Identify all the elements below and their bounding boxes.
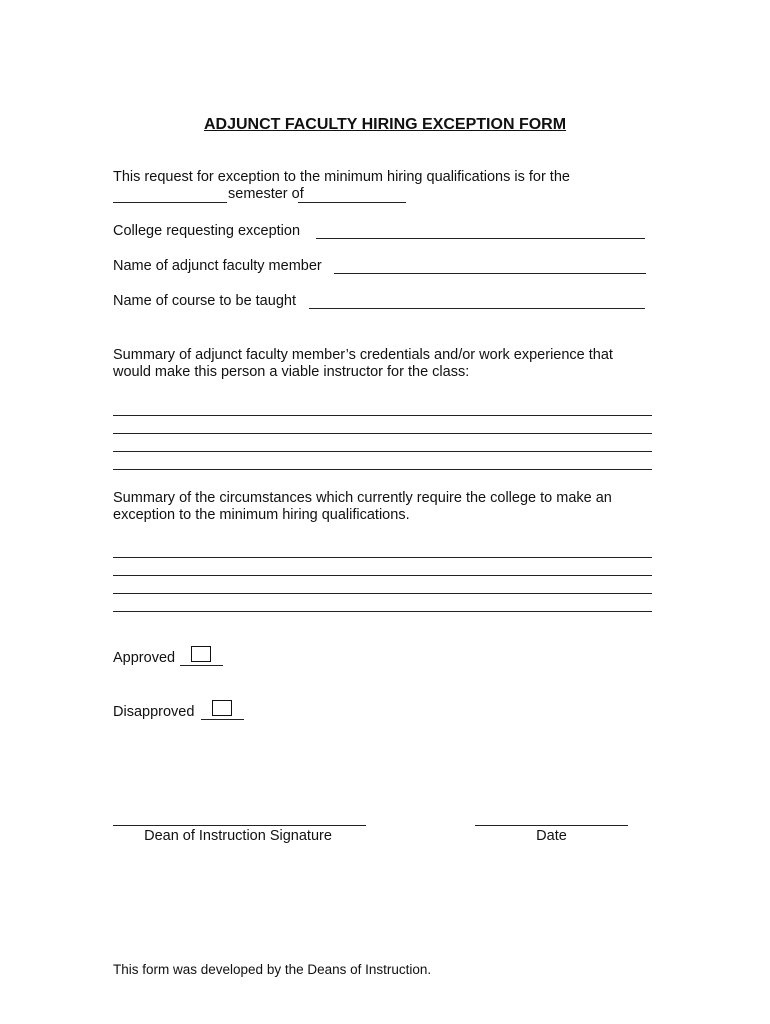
circumstances-prompt-line1: Summary of the circumstances which currently require the college to make an: [113, 490, 612, 506]
circumstances-line-2[interactable]: [113, 575, 652, 576]
adjunct-name-label: Name of adjunct faculty member: [113, 258, 322, 274]
course-field[interactable]: [309, 308, 645, 309]
credentials-line-1[interactable]: [113, 415, 652, 416]
circumstances-line-1[interactable]: [113, 557, 652, 558]
disapproved-label: Disapproved: [113, 704, 195, 720]
disapproved-checkbox[interactable]: [212, 700, 232, 716]
dean-signature-label: Dean of Instruction Signature: [144, 828, 332, 844]
credentials-prompt-line1: Summary of adjunct faculty member’s credentials and/or work experience that: [113, 347, 613, 363]
college-field[interactable]: [316, 238, 645, 239]
form-title: ADJUNCT FACULTY HIRING EXCEPTION FORM: [203, 116, 567, 133]
credentials-line-4[interactable]: [113, 469, 652, 470]
date-label: Date: [536, 828, 567, 844]
disapproved-underline: [201, 719, 244, 720]
semester-blank-field[interactable]: [113, 202, 227, 203]
credentials-prompt-line2: would make this person a viable instructor for the class:: [113, 364, 470, 380]
footer-note: This form was developed by the Deans of Instruction.: [113, 962, 432, 977]
approved-checkbox[interactable]: [191, 646, 211, 662]
approved-label: Approved: [113, 650, 176, 666]
semester-of-label: semester of: [228, 186, 304, 202]
date-field[interactable]: [475, 825, 628, 826]
intro-text-line1: This request for exception to the minimum hiring qualifications is for the: [113, 169, 570, 185]
circumstances-prompt-line2: exception to the minimum hiring qualifications.: [113, 507, 410, 523]
credentials-line-2[interactable]: [113, 433, 652, 434]
college-label: College requesting exception: [113, 223, 301, 239]
circumstances-line-3[interactable]: [113, 593, 652, 594]
circumstances-line-4[interactable]: [113, 611, 652, 612]
approved-underline: [180, 665, 223, 666]
adjunct-name-field[interactable]: [334, 273, 646, 274]
course-label: Name of course to be taught: [113, 293, 296, 309]
year-blank-field[interactable]: [298, 202, 406, 203]
credentials-line-3[interactable]: [113, 451, 652, 452]
dean-signature-field[interactable]: [113, 825, 366, 826]
